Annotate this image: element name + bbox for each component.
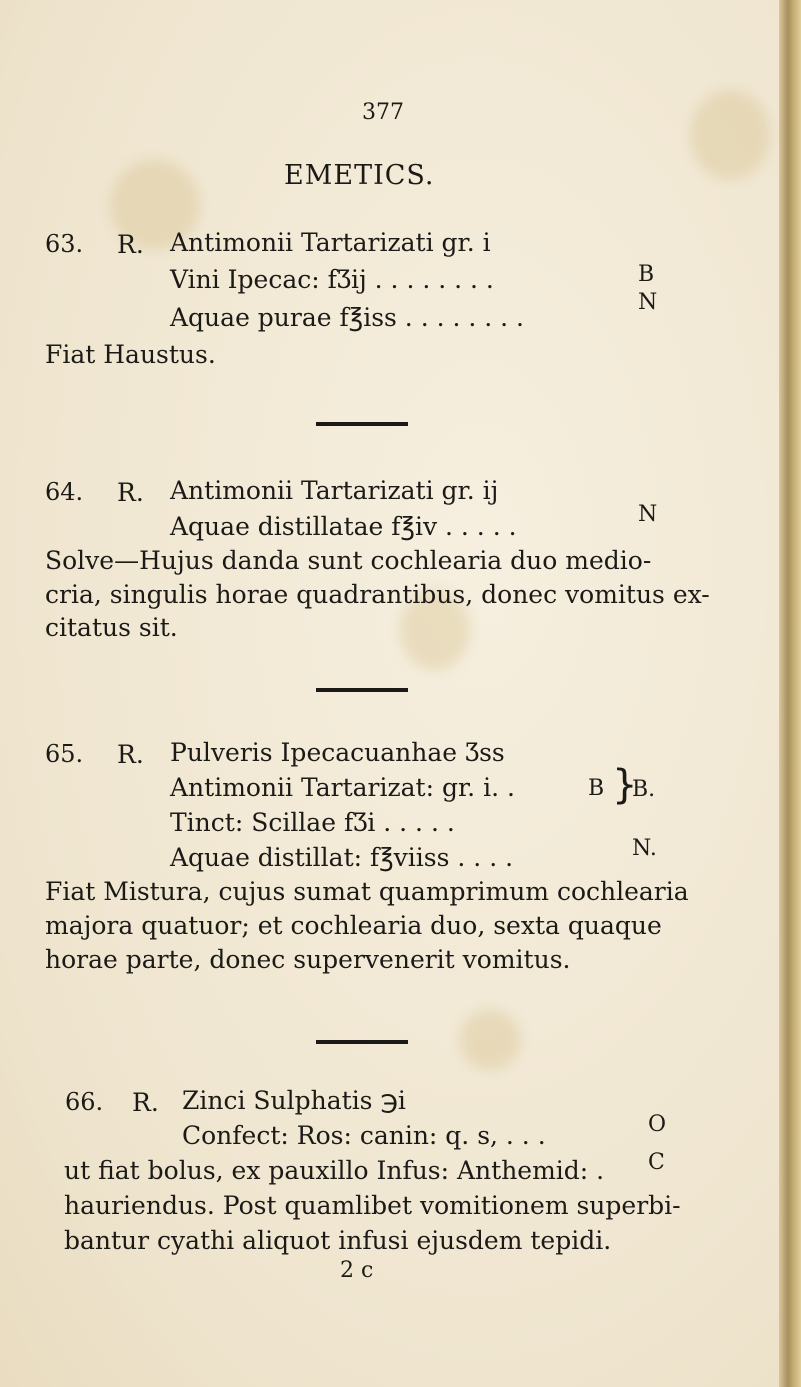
recipe-line: Solve—Hujus danda sunt cochlearia duo medio-: [45, 546, 652, 575]
recipe-symbol: R.: [117, 478, 144, 507]
page-title: EMETICS.: [284, 160, 435, 191]
recipe-line: Antimonii Tartarizati gr. i: [170, 228, 491, 257]
recipe-line: Antimonii Tartarizati gr. ij: [170, 476, 499, 505]
recipe-line: Tinct: Scillae fƷi . . . . .: [170, 808, 455, 837]
recipe-line: Antimonii Tartarizat: gr. i. .: [170, 773, 515, 802]
margin-mark: N: [638, 502, 658, 527]
margin-mark: N.: [632, 836, 657, 861]
divider-rule: [316, 422, 408, 426]
recipe-line: ut fiat bolus, ex pauxillo Infus: Anthemid: .: [64, 1156, 605, 1185]
recipe-line: Aquae distillat: f℥viiss . . . .: [170, 843, 514, 872]
recipe-line: horae parte, donec supervenerit vomitus.: [45, 945, 571, 974]
margin-mark: C: [648, 1150, 665, 1175]
recipe-number: 64.: [45, 478, 84, 506]
recipe-number: 66.: [65, 1088, 104, 1116]
stain: [690, 90, 770, 180]
signature-mark: 2 c: [340, 1258, 374, 1283]
recipe-number: 63.: [45, 230, 84, 258]
recipe-line: Zinci Sulphatis ℈i: [182, 1086, 406, 1115]
margin-mark: O: [648, 1112, 667, 1137]
divider-rule: [316, 1040, 408, 1044]
recipe-line: Confect: Ros: canin: q. s, . . .: [182, 1121, 546, 1150]
stain: [460, 1010, 520, 1070]
page-edge: [779, 0, 801, 1387]
recipe-line: citatus sit.: [45, 613, 178, 642]
recipe-line: majora quatuor; et cochlearia duo, sexta quaque: [45, 911, 662, 940]
margin-mark: B: [588, 776, 605, 801]
recipe-line: Aquae distillatae f℥iv . . . . .: [170, 512, 517, 541]
margin-mark: N: [638, 290, 658, 315]
recipe-line: Fiat Haustus.: [45, 340, 216, 369]
margin-mark: B: [638, 262, 655, 287]
recipe-symbol: R.: [117, 230, 144, 259]
recipe-symbol: R.: [117, 740, 144, 769]
page-number: 377: [362, 100, 404, 125]
recipe-line: bantur cyathi aliquot infusi ejusdem tepidi.: [64, 1226, 612, 1255]
recipe-line: Vini Ipecac: fƷij . . . . . . . .: [170, 265, 494, 294]
recipe-line: Pulveris Ipecacuanhae Ʒss: [170, 738, 505, 767]
recipe-line: Aquae purae f℥iss . . . . . . . .: [170, 303, 525, 332]
recipe-number: 65.: [45, 740, 84, 768]
brace-symbol: }: [612, 762, 638, 808]
recipe-line: Fiat Mistura, cujus sumat quamprimum cochlearia: [45, 877, 689, 906]
recipe-line: cria, singulis horae quadrantibus, donec vomitus ex-: [45, 580, 710, 609]
recipe-symbol: R.: [132, 1088, 159, 1117]
divider-rule: [316, 688, 408, 692]
margin-mark: B.: [632, 777, 656, 802]
recipe-line: hauriendus. Post quamlibet vomitionem superbi-: [64, 1191, 681, 1220]
